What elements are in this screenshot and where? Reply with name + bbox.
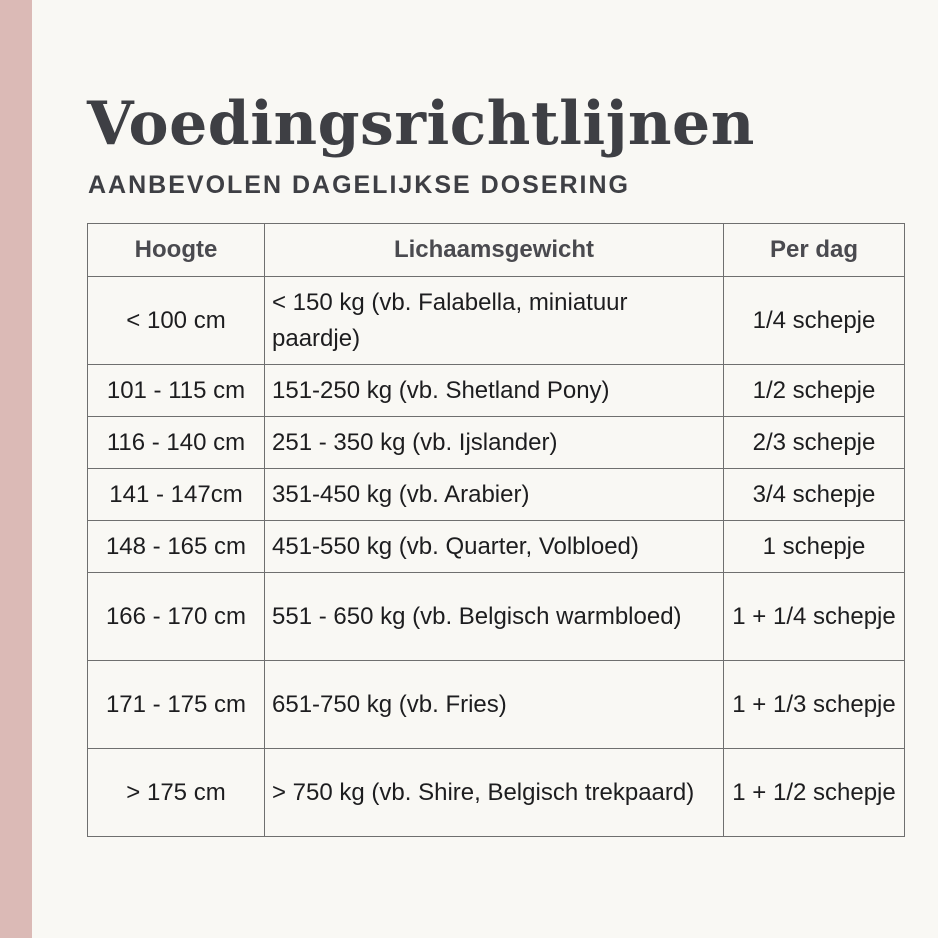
column-header-per-day: Per dag xyxy=(724,224,905,277)
table-row xyxy=(88,573,905,661)
table-row xyxy=(88,417,905,469)
cell-weight: > 750 kg (vb. Shire, Belgisch trekpaard) xyxy=(265,749,724,837)
cell-per-day: 1 + 1/2 schepje xyxy=(724,749,905,837)
table-row xyxy=(88,661,905,749)
cell-height: 166 - 170 cm xyxy=(88,573,265,661)
cell-weight: < 150 kg (vb. Falabella, miniatuur paardje) xyxy=(265,277,724,365)
cell-weight: 251 - 350 kg (vb. Ijslander) xyxy=(265,417,724,469)
column-header-height: Hoogte xyxy=(88,224,265,277)
cell-per-day: 1/2 schepje xyxy=(724,365,905,417)
cell-per-day: 2/3 schepje xyxy=(724,417,905,469)
table-row xyxy=(88,749,905,837)
cell-weight: 451-550 kg (vb. Quarter, Volbloed) xyxy=(265,521,724,573)
table-row xyxy=(88,469,905,521)
cell-height: 148 - 165 cm xyxy=(88,521,265,573)
column-header-weight: Lichaamsgewicht xyxy=(265,224,724,277)
cell-per-day: 1/4 schepje xyxy=(724,277,905,365)
cell-per-day: 3/4 schepje xyxy=(724,469,905,521)
cell-height: 171 - 175 cm xyxy=(88,661,265,749)
table-row xyxy=(88,521,905,573)
cell-weight: 551 - 650 kg (vb. Belgisch warmbloed) xyxy=(265,573,724,661)
cell-weight: 351-450 kg (vb. Arabier) xyxy=(265,469,724,521)
decorative-side-bar xyxy=(0,0,32,938)
cell-per-day: 1 schepje xyxy=(724,521,905,573)
table-header-row xyxy=(88,224,905,277)
table-row xyxy=(88,365,905,417)
cell-weight: 151-250 kg (vb. Shetland Pony) xyxy=(265,365,724,417)
cell-height: < 100 cm xyxy=(88,277,265,365)
dosage-table xyxy=(87,223,905,837)
cell-height: 141 - 147cm xyxy=(88,469,265,521)
cell-per-day: 1 + 1/4 schepje xyxy=(724,573,905,661)
table-row xyxy=(88,277,905,365)
cell-height: 116 - 140 cm xyxy=(88,417,265,469)
page-subtitle: AANBEVOLEN DAGELIJKSE DOSERING xyxy=(88,171,631,199)
page-title: Voedingsrichtlijnen xyxy=(87,89,755,159)
cell-per-day: 1 + 1/3 schepje xyxy=(724,661,905,749)
cell-height: 101 - 115 cm xyxy=(88,365,265,417)
cell-height: > 175 cm xyxy=(88,749,265,837)
cell-weight: 651-750 kg (vb. Fries) xyxy=(265,661,724,749)
